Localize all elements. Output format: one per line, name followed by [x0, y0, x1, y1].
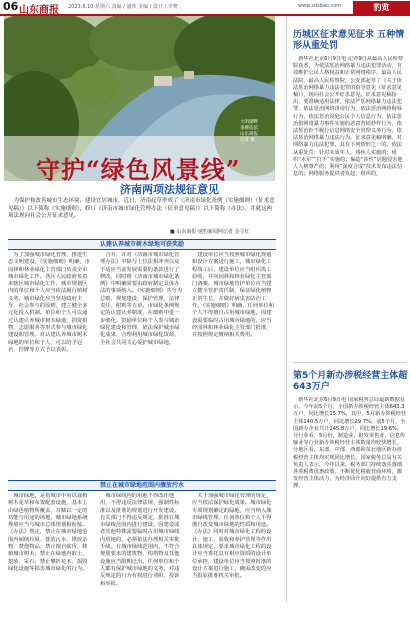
newspaper-name: 山东商报 [19, 5, 59, 16]
lead-paragraph: 为保护和改善城市生态环境，建设宜居城市，近日，济南起草形成了《济南市绿化条例（实施细则）（征求意见稿）》以下简称《实施细则》，修订《济南市城市绿化管理办法（征求意见稿）》以下简称《办法》，并就这两项法规向社会公开征求意见。 [8, 198, 275, 220]
section-badge: 豹览 [353, 1, 410, 14]
sidebar-title-1: 历城区征求意见征求 五种情形从重处罚 [293, 30, 405, 51]
article-column-5: 城市绿线内的用地不得改作他用，不得违反法律法规、强制性标准以及批准的规划进行开发建设。有关部门不得违反规定，批准在城市绿线范围内进行建设。因建设或者其他特殊需要临时占用城市绿线内用地的，必须依法办理相关审批手续。在城市绿线范围内，不符合规划要求的建筑物、构筑物及其他设施应当限期迁出。任何单位和个人都有保护城市绿地的义务，对违反规定的行为有权进行劝阻、投诉和举报。 [100, 493, 180, 587]
photo-credit: 大明湖畔 垂柳依依 山东商报 记者 摄 [240, 120, 258, 143]
section-title-no-sewage: 禁止在城市绿地范围内擅放污水 [8, 480, 276, 491]
sidebar-divider [293, 362, 407, 363]
website-url: www.sdsbao.com [298, 3, 342, 9]
byline: ■ 山东商报·速豹新闻网记者 金立红 [170, 229, 250, 235]
article-column-4: 城市绿地，是指城市中用以栽植树木花草和布置配套设施，基本上由绿色植物所覆盖，并赋以一定的功能与用途的场地。城市绿地系统规划应当与城市总体规划相衔接。《办法》规定，禁止在城市绿地范围内倾倒垃圾、排放污水、堆放杂物、焚烧物品；禁止擅自砍伐、移植城市树木；禁止在绿地内取土、挖砂、采石；禁止攀折花木、损毁绿化设施等损害城市绿化的行为。 [8, 493, 88, 572]
page-number: 06 [3, 0, 19, 13]
page-header [0, 0, 410, 16]
article-column-2: 合并，并对《济南市城市绿化管理办法》中除与上位法相冲突以及不适应当前发展需要的条款进行了修改，同时将《济南市城市绿化条例》中明确需要由政府制定具体办法的事项纳入。《实施细则》共分为总则、规划建设、保护管理、法律责任、附则等五章。市绿化条例规定的认建认养制度，在细则中进一步细化。鼓励单位和个人参与城市绿化建设和管理，依法保护城市绿化成果，合理利用城市绿化资源，全社会共同关心爱护城市绿地。 [100, 252, 183, 346]
sidebar-text-2: 新华社北京6月9日电 国家税务总局最新数据显示，今年前5个月，全国新办涉税经营主体643.3万户，同比增长15.7%，其中，5月新办涉税经营主体140.5万户，同比增长29.7%。前5个月，全国新办企业共计245.8万户，同比增长19.6%。分行业看，5月份，制造业、批发零售业、信息传输业等行业新办涉税经营主体数量均较快增长。分地区看，东部、中部、西部和东北地区新办涉税经营主体均实现同比增长。国家税务总局有关负责人表示，今年以来，税务部门持续落实落细各项税费优惠政策，不断优化税收营商环境，激发经营主体活力，为经济回升向好提供有力支撑。 [293, 397, 407, 490]
article-column-6: 关于加强城市绿化管理的规定，应当依法保护绿化成果。城市绿化专项规划确定的绿地，应当纳入城市绿线管理。任何单位和个人不得擅自改变城市绿地的性质和用途。《办法》同时对城市绿化工程的设计、施工、验收和养护管理等作出具体规定，要求城市绿化工程的设计应当委托具有相应资质的设计单位承担，建设单位应当按照批准的设计方案进行施工，确需改变的应当报原批准机关审批。 [192, 493, 272, 580]
headline: 守护“绿色风景线” [36, 155, 241, 184]
section-title-adopt-trees: 认建认养城市树木绿地可获奖励 [8, 239, 276, 250]
sidebar-title-2: 第5个月新办涉税经营主体超643万户 [293, 371, 408, 392]
issue-meta: 2023.6.10 星期六 责编 / 潘欣 美编 / 设计 / 李骞 [68, 4, 178, 10]
article-column-3: 建设单位应当按照城市绿化规划和设计方案进行施工，城市绿化工程竣工后，建设单位应当组织竣工验收，并向园林和林业绿化主管部门备案。城市绿地管护单位应当建立健全管护责任制，保证绿化植物正常生长，并做好病虫害防治工作。《实施细则》明确，任何单位和个人不得擅自占用城市绿地，因建设需要临时占用城市绿地的，应当经园林和林业绿化主管部门批准，并按照规定缴纳相关费用。 [192, 252, 275, 339]
sidebar-news [286, 16, 410, 602]
subheadline: 济南两项法规征意见 [120, 183, 219, 196]
article-column-1: 为了加强城市绿化管理，推进生态文明建设，《实施细则》明确，市园林和林业绿化主管部门负责全市城市绿化工作。各区人民政府负责本辖区城市绿化工作。城市规划区内的单位和个人应当依法履行植树义务。城市绿化应当坚持政府主导、社会参与的原则，建立健全多元化投入机制。单位和个人可以通过认建认养城市树木绿地、捐资捐物、志愿服务等形式参与城市绿化建设和管理。对认建认养城市树木绿地的单位和个人，可以给予冠名、挂牌等方式予以表彰。 [8, 252, 91, 353]
sidebar-text-1: 新华社北京6月9日电 记者9日从最高人民检察院获悉，为依法惩治网络暴力违法犯罪活动，有效维护公民人格权益和正常网络秩序，最高人民法院、最高人民检察院、公安部起草了《关于依法惩治网络暴力违法犯罪的指导意见（征求意见稿）》，现向社会公开征求意见。征求意见稿指出，要准确适用法律，依法严惩网络暴力违法犯罪，依法惩治网络诽谤行为，依法惩治网络侮辱行为，依法惩治侵犯公民个人信息行为，依法惩治借网络暴力事件实施的恶意营销炒作行为，依法惩治拒不履行信息网络安全管理义务行为，依法惩治网络暴力违法行为。征求意见稿明确，对网络暴力违法犯罪，具有下列情形之一的，依法从重处罚：针对未成年人、残疾人实施的；组织“水军”“打手”实施的；编造“涉性”话题侵害他人人格尊严的；利用“深度合成”技术发布违法信息的；网络服务提供者发起、组织的。 [293, 56, 404, 178]
